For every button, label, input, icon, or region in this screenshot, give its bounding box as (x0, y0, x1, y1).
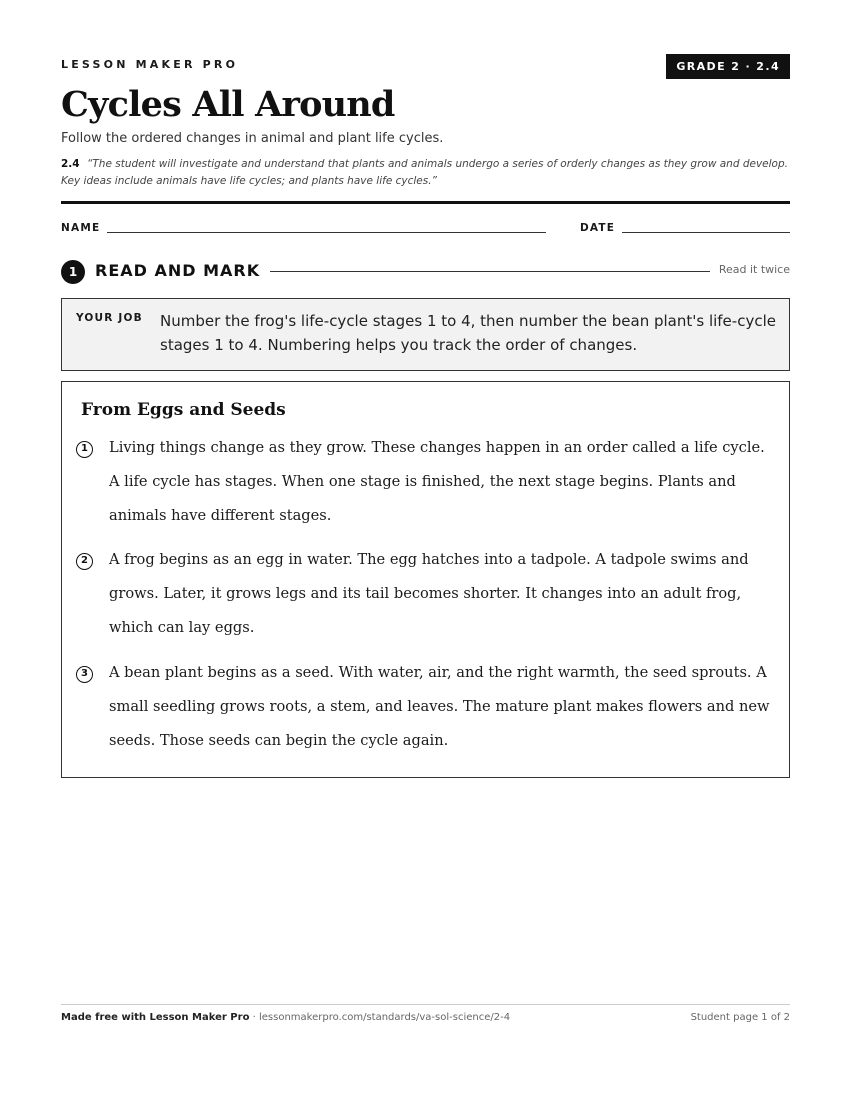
footer-separator: · (249, 1012, 259, 1023)
paragraph-text: Living things change as they grow. These changes happen in an order called a life cycle. A life cycle has stages. When one stage is finished, the next stage begins. Plants and animals have different stages. (109, 439, 765, 524)
section-note: Read it twice (718, 263, 790, 276)
footer-page-number: Student page 1 of 2 (690, 1012, 790, 1023)
section-title: READ AND MARK (95, 261, 261, 280)
worksheet-page (61, 0, 790, 1100)
footer-credit (61, 1012, 510, 1023)
name-label: NAME (61, 222, 101, 234)
footer-url[interactable]: lessonmakerpro.com/standards/va-sol-science/2-4 (258, 1012, 511, 1023)
date-field[interactable] (622, 232, 790, 233)
page-subtitle: Follow the ordered changes in animal and plant life cycles. (61, 131, 444, 146)
reading-passage (61, 381, 790, 778)
standard-statement (61, 156, 790, 190)
grade-badge: GRADE 2 · 2.4 (666, 54, 790, 79)
section-divider (270, 271, 710, 272)
paragraph-number: 3 (76, 666, 93, 683)
instructions-label: YOUR JOB (76, 312, 143, 324)
paragraph-text: A bean plant begins as a seed. With water, air, and the right warmth, the seed sprouts. A small seedling grows roots, a stem, and leaves. The mature plant makes flowers and new seeds. Those seeds can begin the cycle again. (109, 664, 770, 749)
footer-divider (61, 1004, 790, 1005)
footer-made-with: Made free with Lesson Maker Pro (61, 1012, 250, 1023)
standard-code: 2.4 (61, 158, 80, 170)
header-divider (61, 201, 790, 204)
name-field[interactable] (107, 232, 546, 233)
instructions-box (61, 298, 790, 371)
passage-title: From Eggs and Seeds (81, 400, 286, 420)
section-number-badge: 1 (61, 260, 85, 284)
paragraph-number: 1 (76, 441, 93, 458)
paragraph-number: 2 (76, 553, 93, 570)
brand-name: LESSON MAKER PRO (61, 58, 239, 71)
paragraph-text: A frog begins as an egg in water. The egg hatches into a tadpole. A tadpole swims and grows. Later, it grows legs and its tail becomes shorter. It changes into an adult frog, which can lay eggs. (109, 551, 749, 636)
date-label: DATE (580, 222, 616, 234)
page-title: Cycles All Around (61, 84, 395, 125)
standard-text: “The student will investigate and understand that plants and animals undergo a series of orderly changes as they grow and develop. Key ideas include animals have life cycles; and plants have life cycles.” (61, 158, 788, 187)
instructions-text: Number the frog's life-cycle stages 1 to 4, then number the bean plant's life-cycle stages 1 to 4. Numbering helps you track the order of changes. (160, 312, 776, 354)
